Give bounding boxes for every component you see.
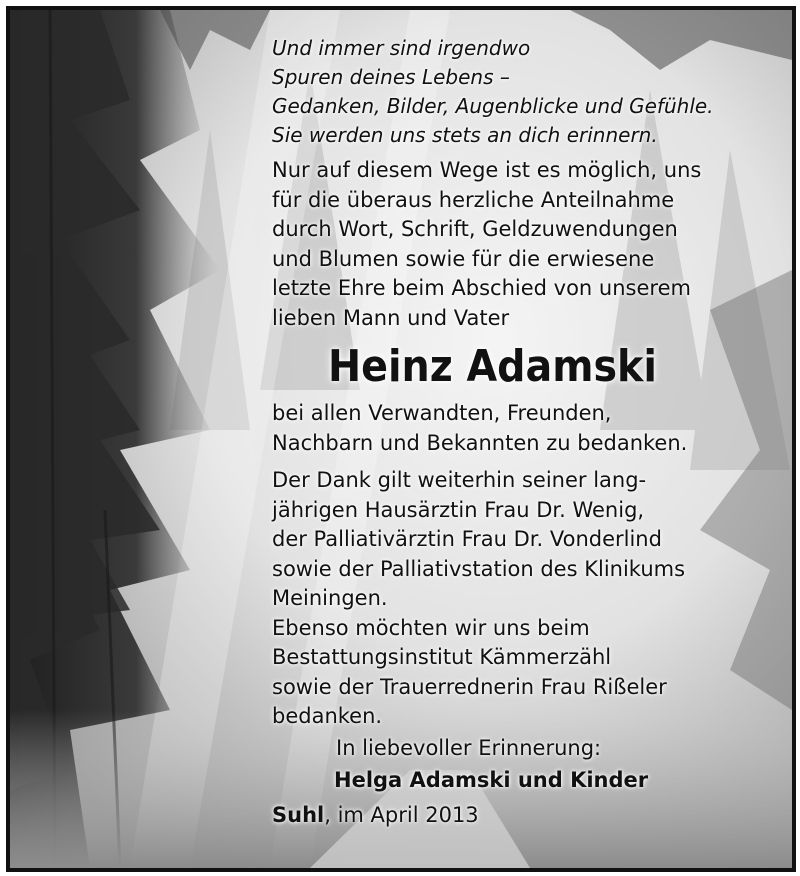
place: Suhl [272,802,325,827]
thanks-line: Der Dank gilt weiterhin seiner lang- [272,468,647,492]
intro-line: letzte Ehre beim Abschied von unserem [272,276,691,300]
intro-paragraph [272,156,782,333]
signatories: Helga Adamski und Kinder [334,767,649,792]
thanks-line: sowie der Palliativstation des Klinikums [272,556,686,581]
thanks-line: Ebenso möchten wir uns beim [272,615,590,640]
thanks-line: Bestattungsinstitut Kämmerzähl [272,645,612,669]
thanks-line: der Palliativärztin Frau Dr. Vonderlind [272,527,662,551]
after-name-paragraph [272,399,782,458]
intro-line: durch Wort, Schrift, Geldzuwendungen [272,217,678,241]
thanks-line: Meiningen. [272,586,388,610]
after-name-line: Nachbarn und Bekannten zu bedanken. [272,430,688,455]
verse-line: Gedanken, Bilder, Augenblicke und Gefühle. [272,94,714,118]
intro-line: für die überaus herzliche Anteilnahme [272,187,675,212]
deceased-name: Heinz Adamski [328,341,657,392]
date: , im April 2013 [324,802,479,827]
obituary-text [272,34,782,830]
verse-line: Sie werden uns stets an dich erinnern. [272,123,658,147]
closing-phrase: In liebevoller Erinnerung: [336,735,602,760]
intro-line: lieben Mann und Vater [272,305,510,330]
obituary-card [6,6,796,872]
intro-line: Nur auf diesem Wege ist es möglich, uns [272,158,702,182]
thanks-line: sowie der Trauerrednerin Frau Rißeler [272,674,667,699]
place-and-date [272,800,782,830]
thanks-line: jährigen Hausärztin Frau Dr. Wenig, [272,497,645,522]
after-name-line: bei allen Verwandten, Freunden, [272,401,612,425]
memorial-verse [272,34,782,150]
thanks-line: bedanken. [272,704,383,728]
thanks-paragraph [272,466,782,732]
intro-line: und Blumen sowie für die erwiesene [272,246,655,271]
verse-line: Und immer sind irgendwo [272,36,531,60]
verse-line: Spuren deines Lebens – [272,65,510,89]
